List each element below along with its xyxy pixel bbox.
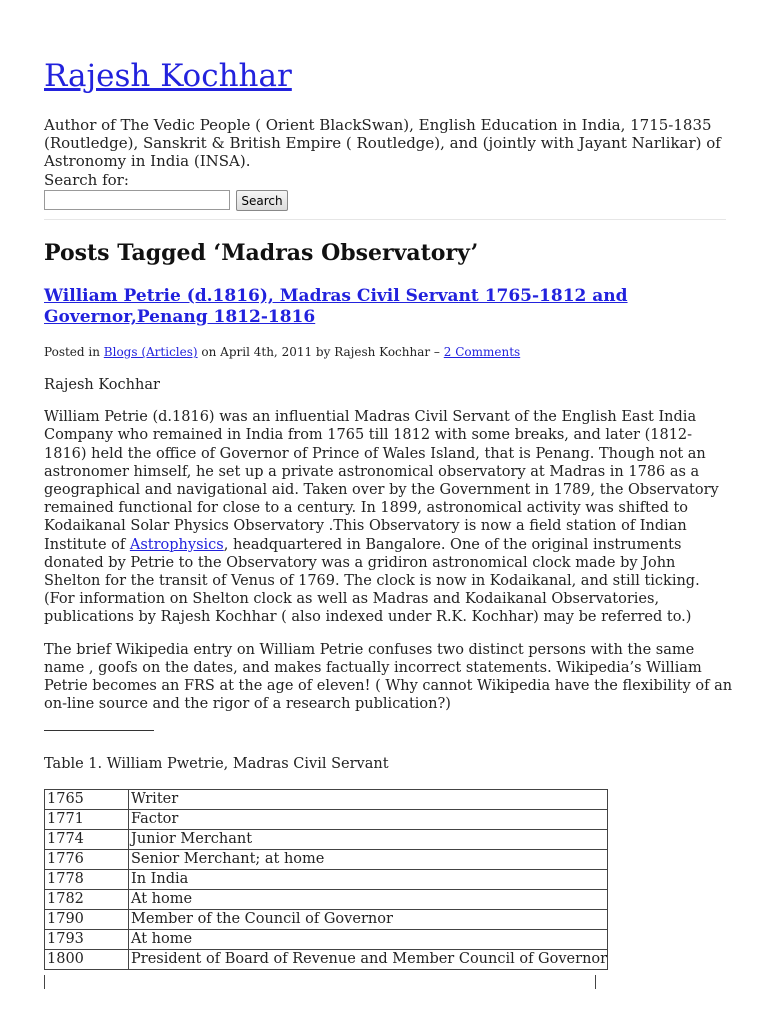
table-row [45, 870, 608, 890]
site-description: Author of The Vedic People ( Orient BlackSwan), English Education in India, 1715-1835 (Routledge), Sanskrit & British Empire ( Routledge), and (jointly with Jayant Narlikar) of Astronomy in India (INSA). [44, 116, 721, 170]
search-input[interactable] [44, 190, 230, 210]
table-cell-year: 1765 [45, 790, 129, 810]
table-cell-role: In India [129, 870, 608, 890]
posted-in-text: Posted in [44, 345, 100, 359]
search-button[interactable]: Search [236, 190, 288, 211]
table-cell-role: Factor [129, 810, 608, 830]
author-line: Rajesh Kochhar [44, 377, 160, 393]
table-row [45, 890, 608, 910]
category-link[interactable]: Blogs (Articles) [103, 345, 198, 359]
table-cell-year: 1790 [45, 910, 129, 930]
table-caption: Table 1. William Pwetrie, Madras Civil Servant [44, 756, 389, 772]
career-table [44, 789, 608, 970]
table-cell-role: Junior Merchant [129, 830, 608, 850]
table-cell-year: 1776 [45, 850, 129, 870]
post-title-link[interactable]: William Petrie (d.1816), Madras Civil Servant 1765-1812 and Governor,Penang 1812-1816 [44, 286, 628, 327]
table-row [45, 950, 608, 970]
table-row [45, 930, 608, 950]
table-row [45, 850, 608, 870]
comments-link[interactable]: 2 Comments [443, 345, 521, 359]
table-cell-year: 1771 [45, 810, 129, 830]
astrophysics-link[interactable]: Astrophysics [129, 536, 224, 553]
post-title [44, 286, 644, 328]
search-label: Search for: [44, 171, 129, 189]
post-meta [44, 344, 520, 360]
table-cell-role: Senior Merchant; at home [129, 850, 608, 870]
horizontal-rule [44, 730, 154, 731]
table-cell-year: 1800 [45, 950, 129, 970]
table-continuation [44, 975, 596, 989]
table-cell-role: President of Board of Revenue and Member Council of Governor [129, 950, 608, 970]
post-date-author: on April 4th, 2011 by Rajesh Kochhar – [201, 345, 440, 359]
table-row [45, 810, 608, 830]
paragraph-1-end: , headquartered in Bangalore. One of the original instruments donated by Petrie to the Observatory was a gridiron astronomical clock made by John Shelton for the transit of Venus of 1769. The clock is now in Kodaikanal, and still ticking. (For information on Shelton clock as well as Madras and Kodaikanal Observatories, publications by Rajesh Kochhar ( also indexed under R.K. Kochhar) may be referred to.) [44, 536, 700, 626]
paragraph-1 [44, 408, 734, 626]
table-cell-role: At home [129, 930, 608, 950]
paragraph-1-start: William Petrie (d.1816) was an influential Madras Civil Servant of the English East India Company who remained in India from 1765 till 1812 with some breaks, and later (1812-1816) held the office of Governor of Prince of Wales Island, that is Penang. Though not an astronomer himself, he set up a private astronomical observatory at Madras in 1786 as a geographical and navigational aid. Taken over by the Government in 1789, the Observatory remained functional for close to a century. In 1899, astronomical activity was shifted to Kodaikanal Solar Physics Observatory .This Observatory is now a field station of Indian Institute of [44, 409, 719, 553]
site-title-link[interactable]: Rajesh Kochhar [44, 58, 292, 94]
table-cell-year: 1774 [45, 830, 129, 850]
table-cell-role: Member of the Council of Governor [129, 910, 608, 930]
paragraph-2: The brief Wikipedia entry on William Petrie confuses two distinct persons with the same name , goofs on the dates, and makes factually incorrect statements. Wikipedia’s William Petrie becomes an FRS at the age of eleven! ( Why cannot Wikipedia have the flexibility of an on-line source and the rigor of a research publication?) [44, 641, 733, 713]
header-divider [44, 219, 726, 220]
table-cell-year: 1782 [45, 890, 129, 910]
table-cell-year: 1793 [45, 930, 129, 950]
table-cell-role: Writer [129, 790, 608, 810]
post-content [44, 376, 734, 727]
table-cell-year: 1778 [45, 870, 129, 890]
site-title [44, 54, 292, 98]
table-row [45, 830, 608, 850]
table-cell-role: At home [129, 890, 608, 910]
archive-title: Posts Tagged ‘Madras Observatory’ [44, 240, 479, 266]
table-row [45, 910, 608, 930]
table-row [45, 790, 608, 810]
